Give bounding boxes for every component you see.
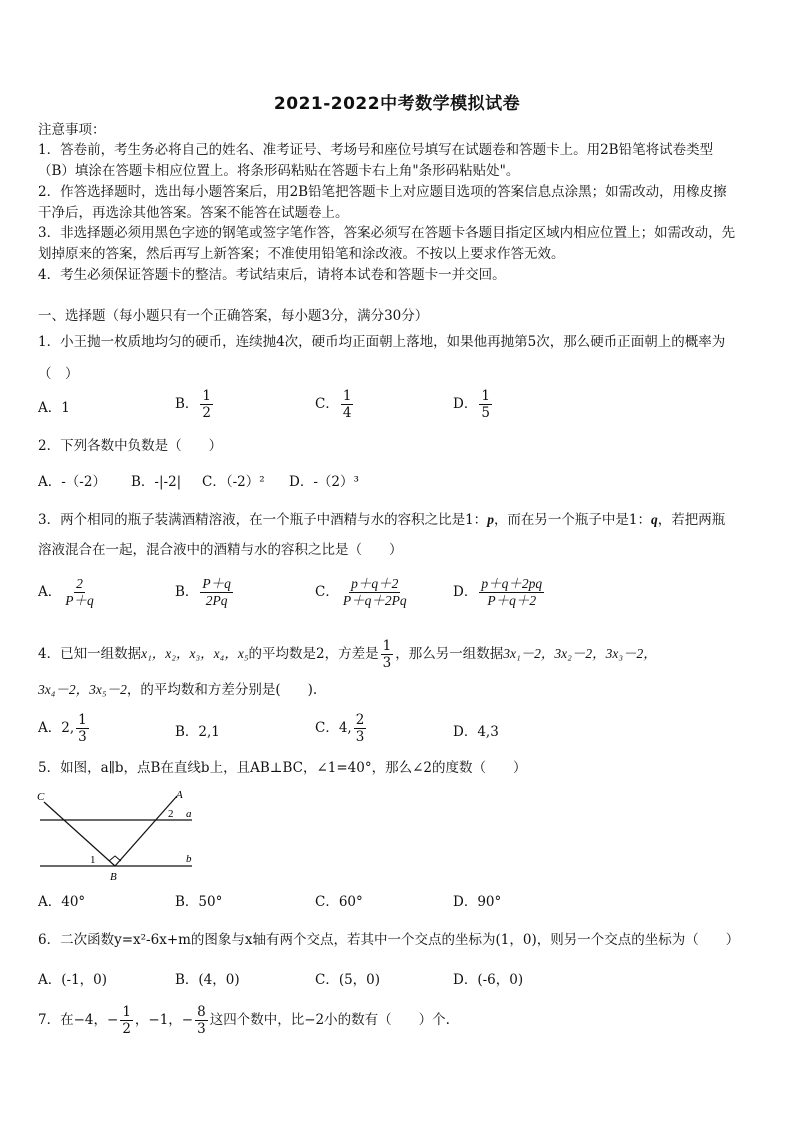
q2-option-d: D．-（2）³ [289, 474, 359, 490]
angle-1-label: 1 [90, 854, 96, 866]
notice-line-7: 4．考生必须保证答题卡的整洁。考试结束后，请将本试卷和答题卡一并交回。 [38, 267, 506, 283]
q2-option-a: A．-（-2） [38, 474, 106, 490]
q3-stem-2: 溶液混合在一起，混合液中的酒精与水的容积之比是（ ） [38, 542, 403, 558]
q3-option-d: D． $\frac{p+q+2pq}{P+q+2}$ [453, 576, 543, 608]
notice-line-5: 3．非选择题必须用黑色字迹的钢笔或签字笔作答，答案必须写在答题卡各题目指定区域内相应位置上；如需改动，先 [38, 225, 736, 241]
label-b-point: B [110, 871, 117, 883]
q1-stem-2: （ ） [38, 366, 79, 382]
notice-line-6: 划掉原来的答案，然后再写上新答案；不准使用铅笔和涂改液。不按以上要求作答无效。 [38, 246, 565, 262]
q2-option-c: C．（-2）² [202, 474, 265, 490]
q5-option-c: C．60° [315, 894, 363, 910]
notice-line-4: 干净后，再选涂其他答案。答案不能答在试题卷上。 [38, 205, 349, 221]
q1-option-c: C． $\frac{1}{4}$ [315, 388, 352, 421]
q6-option-d: D．(-6，0) [453, 972, 524, 988]
q4-stem-1: 4．已知一组数据x₁，x₂，x₃，x₄，x₅的平均数是2，方差是 $\frac{1}{3}$ ，那么另一组数据3x₁－2，3x₂－2，3x₃－2， [38, 638, 657, 671]
q6-option-b: B．(4，0) [175, 972, 240, 988]
q2-stem: 2．下列各数中负数是（ ） [38, 438, 223, 454]
q5-figure [34, 786, 204, 886]
q5-option-b: B．50° [175, 894, 223, 910]
segment-ba [115, 796, 177, 866]
q2-option-b: B．-|-2| [131, 474, 182, 490]
section-heading: 一、选择题（每小题只有一个正确答案，每小题3分，满分30分） [38, 308, 429, 324]
q6-option-a: A．(-1，0) [38, 972, 108, 988]
q4-stem-2: 3x₄－2，3x₅－2，的平均数和方差分别是( ). [38, 682, 318, 698]
q4-option-b: B．2,1 [175, 724, 220, 740]
q3-option-a: A． $\frac{2}{P+q}$ [38, 576, 94, 608]
q3-stem-1: 3．两个相同的瓶子装满酒精溶液，在一个瓶子中酒精与水的容积之比是1：p，而在另一个瓶子中是1：q，若把两瓶 [38, 512, 726, 528]
label-a-line: a [186, 808, 192, 820]
q6-stem: 6．二次函数y=x²-6x+m的图象与x轴有两个交点，若其中一个交点的坐标为(1，0)，则另一个交点的坐标为（ ） [38, 932, 740, 948]
notice-line-2: （B）填涂在答题卡相应位置上。将条形码粘贴在答题卡右上角"条形码粘贴处"。 [38, 163, 520, 179]
q4-option-d: D．4,3 [453, 724, 499, 740]
notice-heading: 注意事项： [38, 122, 106, 138]
q5-stem: 5．如图，a∥b，点B在直线b上，且AB⊥BC，∠1=40°，那么∠2的度数（ ） [38, 760, 527, 776]
label-b-line: b [186, 853, 192, 865]
q1-option-d: D． $\frac{1}{5}$ [453, 388, 490, 421]
q3-option-b: B． $\frac{P+q}{2Pq}$ [175, 576, 231, 608]
segment-bc [44, 802, 115, 866]
q4-option-c: C．4, $\frac{2}{3}$ [315, 712, 365, 745]
q3-option-c: C． $\frac{p+q+2}{P+q+2Pq}$ [315, 576, 407, 608]
label-a-point: A [176, 789, 183, 801]
q6-option-c: C．(5，0) [315, 972, 381, 988]
q4-option-a: A．2, $\frac{1}{3}$ [38, 712, 87, 745]
q1-option-b: B． $\frac{1}{2}$ [175, 388, 212, 421]
q7-stem: 7．在−4，− $\frac{1}{2}$ ，−1，− $\frac{8}{3}$ 这四个数中，比−2小的数有（ ）个. [38, 1004, 450, 1037]
label-c: C [37, 791, 45, 803]
notice-line-3: 2．作答选择题时，选出每小题答案后，用2B铅笔把答题卡上对应题目选项的答案信息点涂黑；如需改动，用橡皮擦 [38, 184, 727, 200]
angle-2-label: 2 [168, 808, 174, 820]
q1-option-a: A．1 [38, 400, 70, 416]
notice-line-1: 1．答卷前，考生务必将自己的姓名、准考证号、考场号和座位号填写在试题卷和答题卡上。用2B铅笔将试卷类型 [38, 142, 714, 158]
q5-option-d: D．90° [453, 894, 502, 910]
right-angle-mark [109, 856, 121, 861]
q5-option-a: A．40° [38, 894, 86, 910]
page-title: 2021-2022中考数学模拟试卷 [273, 94, 521, 114]
q1-stem-1: 1．小王抛一枚质地均匀的硬币，连续抛4次，硬币均正面朝上落地，如果他再抛第5次，那么硬币正面朝上的概率为 [38, 334, 726, 350]
